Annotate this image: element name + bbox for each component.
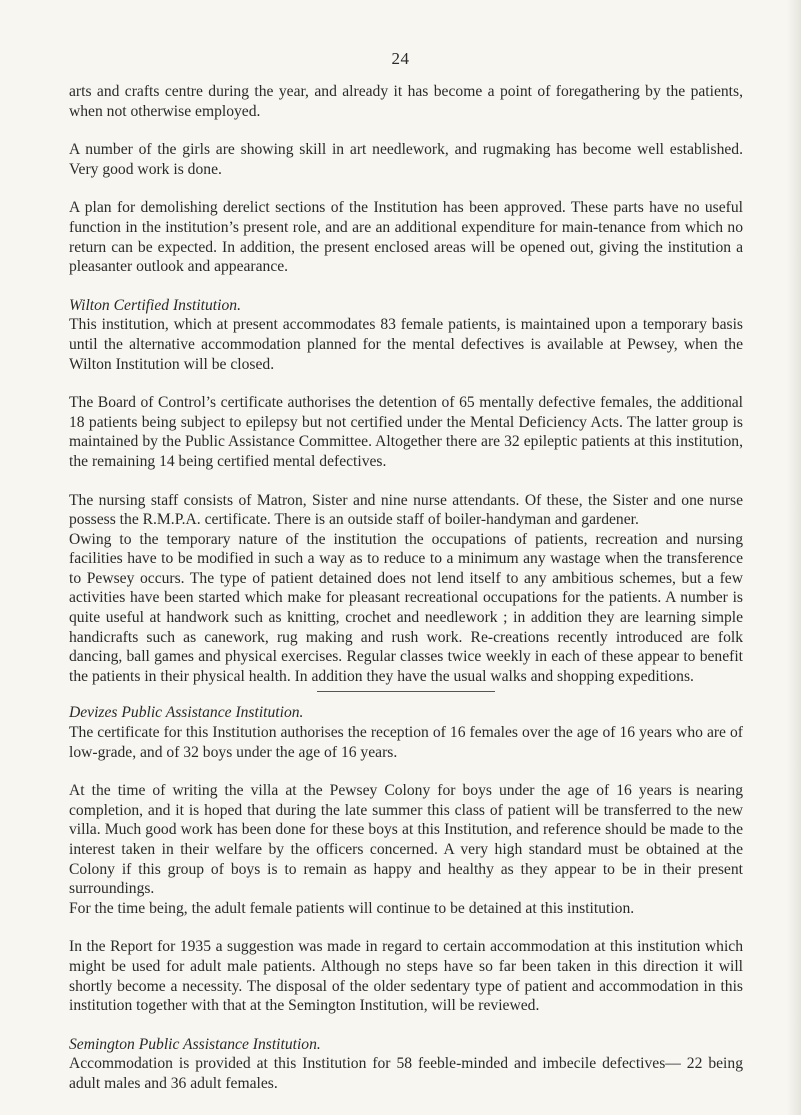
- paragraph-semington-accommodation: Accommodation is provided at this Institution for 58 feeble-minded and imbecile defectives— 22 being adult males and 36 adult females.: [69, 1055, 743, 1092]
- page-edge-shadow: [787, 0, 801, 1115]
- paragraph-report-1935: In the Report for 1935 a suggestion was made in regard to certain accommodation at this institution which might be used for adult male patients. Although no steps have so far been taken in this direction it will shortly become a necessity. The disposal of the older sedentary type of patient and accommodation in this institution together with that at the Semington Institution, will be reviewed.: [69, 938, 743, 1015]
- paragraph-arts-crafts: arts and crafts centre during the year, and already it has become a point of foregathering by the patients, when not otherwise employed.: [69, 83, 743, 120]
- paragraph-needlework: A number of the girls are showing skill in art needlework, and rugmaking has become well established. Very good work is done.: [69, 141, 743, 178]
- section-heading-wilton: Wilton Certified Institution.: [69, 296, 241, 314]
- paragraph-devizes-certificate: The certificate for this Institution authorises the reception of 16 females over the age of 16 years who are of low-grade, and of 32 boys under the age of 16 years.: [69, 724, 743, 761]
- paragraph-demolition-plan: A plan for demolishing derelict sections of the Institution has been approved. These parts have no useful function in the institution’s present role, and are an additional expenditure for main-tenance from which no return can be expected. In addition, the present enclosed areas will be opened out, giving the institution a pleasanter outlook and appearance.: [69, 199, 743, 276]
- paragraph-board-certificate: The Board of Control’s certificate authorises the detention of 65 mentally defective females, the additional 18 patients being subject to epilepsy but not certified under the Mental Deficiency Acts. The latter group is maintained by the Public Assistance Committee. Altogether there are 32 epileptic patients at this institution, the remaining 14 being certified mental defectives.: [69, 394, 743, 470]
- paragraph-nursing-staff: The nursing staff consists of Matron, Sister and nine nurse attendants. Of these, the Sister and one nurse possess the R.M.P.A. certificate. There is an outside staff of boiler-handyman and gardener.: [69, 491, 743, 529]
- paragraph-occupations: Owing to the temporary nature of the institution the occupations of patients, recreation and nursing facilities have to be modified in such a way as to reduce to a minimum any wastage when the transference to Pewsey occurs. The type of patient detained does not lend itself to any ambitious schemes, but a few activities have been started which make for pleasant recreational occupations for the patients. A number is quite useful at handwork such as knitting, crochet and needlework ; in addition they are learning simple handicrafts such as canework, rug making and rush work. Re-creations recently introduced are folk dancing, ball games and physical exercises. Regular classes twice weekly in each of these appear to benefit the patients in their physical health. In addition they have the usual walks and shopping expeditions.: [69, 530, 743, 685]
- paragraph-adult-females: For the time being, the adult female patients will continue to be detained at this institution.: [69, 899, 635, 917]
- paragraph-wilton-accommodation: This institution, which at present accommodates 83 female patients, is maintained upon a temporary basis until the alternative accommodation planned for the mental defectives is available at Pewsey, when the Wilton Institution will be closed.: [69, 316, 743, 373]
- section-divider: [317, 691, 495, 692]
- page-number: 24: [391, 49, 410, 68]
- paragraph-pewsey-villa: At the time of writing the villa at the Pewsey Colony for boys under the age of 16 years is nearing completion, and it is hoped that during the late summer this class of patient will be transferred to the new villa. Much good work has been done for these boys at this Institution, and reference should be made to the interest taken in their welfare by the officers concerned. A very high standard must be obtained at the Colony if this group of boys is to remain as happy and healthy as they appear to be in their present surroundings.: [69, 782, 743, 898]
- document-body: [69, 82, 743, 1094]
- section-heading-devizes: Devizes Public Assistance Institution.: [69, 704, 304, 722]
- section-heading-semington: Semington Public Assistance Institution.: [69, 1035, 321, 1053]
